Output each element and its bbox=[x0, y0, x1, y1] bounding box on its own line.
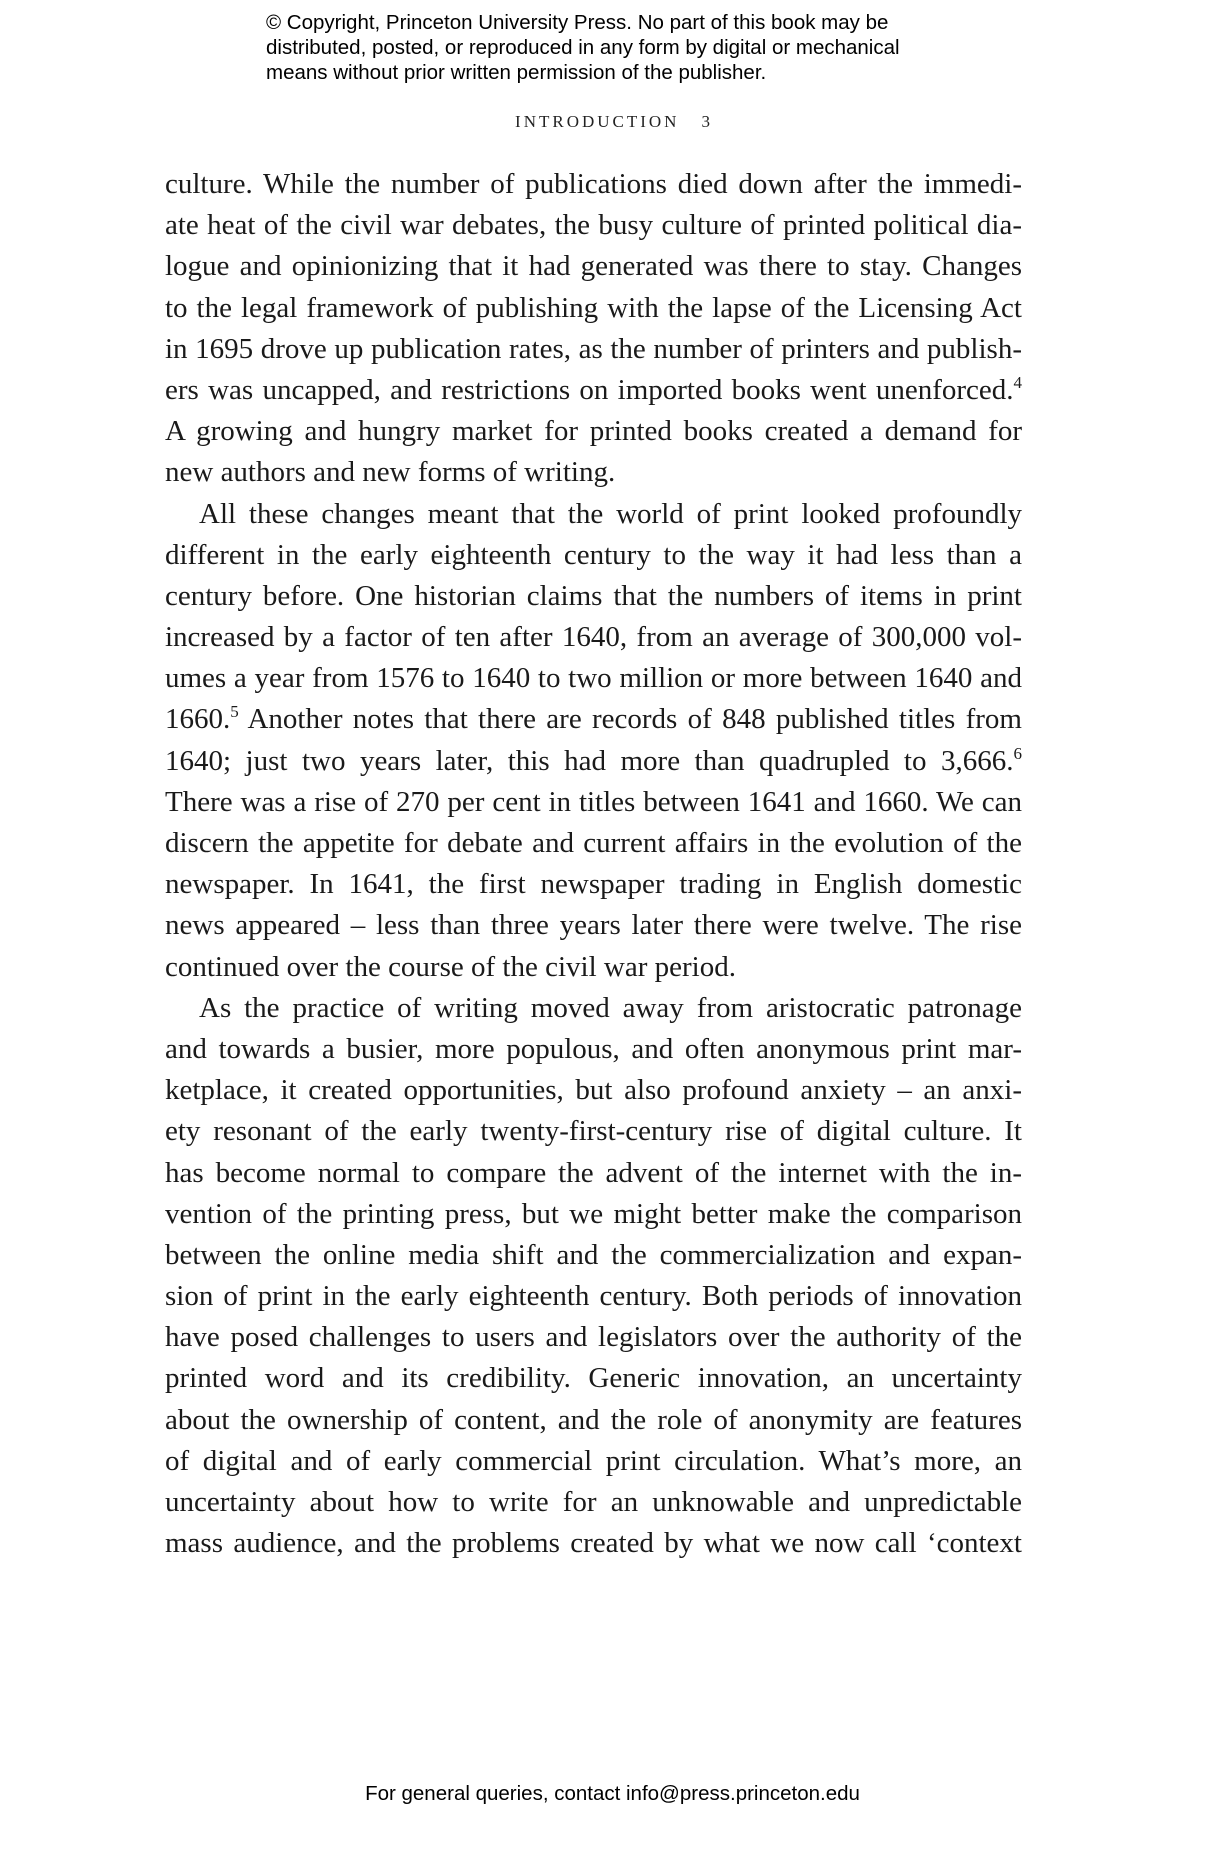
text-line bbox=[165, 1153, 1022, 1194]
text-segment: century before. One historian claims that the numbers of items in print bbox=[165, 579, 1022, 612]
text-segment: between the online media shift and the commercialization and expan- bbox=[165, 1238, 1022, 1271]
text-segment: There was a rise of 270 per cent in titles between 1641 and 1660. We can bbox=[165, 785, 1022, 818]
text-line bbox=[165, 1358, 1022, 1399]
text-segment: has become normal to compare the advent of the internet with the in- bbox=[165, 1156, 1022, 1189]
text-segment: sion of print in the early eighteenth century. Both periods of innovation bbox=[165, 1280, 1022, 1313]
text-segment: All these changes meant that the world of print looked profoundly bbox=[199, 497, 1022, 530]
text-segment: continued over the course of the civil war period. bbox=[165, 950, 736, 983]
text-segment: vention of the printing press, but we might better make the comparison bbox=[165, 1197, 1022, 1230]
text-segment: newspaper. In 1641, the first newspaper trading in English domestic bbox=[165, 868, 1022, 901]
text-line bbox=[165, 535, 1022, 576]
text-segment: uncertainty about how to write for an unknowable and unpredictable bbox=[165, 1486, 1022, 1518]
text-line bbox=[165, 1235, 1022, 1276]
copyright-line: distributed, posted, or reproduced in any form by digital or mechanical bbox=[266, 36, 900, 59]
text-line bbox=[165, 1276, 1022, 1317]
text-line bbox=[165, 494, 1022, 535]
body-text bbox=[165, 164, 1022, 1564]
copyright-notice bbox=[266, 10, 900, 85]
text-segment: increased by a factor of ten after 1640, from an average of 300,000 vol- bbox=[165, 621, 1022, 654]
running-head bbox=[0, 112, 1225, 132]
text-line bbox=[165, 1317, 1022, 1358]
text-segment: about the ownership of content, and the role of anonymity are features bbox=[165, 1403, 1022, 1436]
text-segment: A growing and hungry market for printed books created a demand for bbox=[165, 415, 1022, 448]
text-line bbox=[165, 164, 1022, 205]
text-line bbox=[165, 905, 1022, 946]
text-line bbox=[165, 1111, 1022, 1152]
text-segment: to the legal framework of publishing with the lapse of the Licensing Act bbox=[165, 291, 1022, 324]
text-segment: logue and opinionizing that it had generated was there to stay. Changes bbox=[165, 250, 1022, 283]
text-segment: 1640; just two years later, this had more than quadrupled to 3,666. bbox=[165, 744, 1014, 777]
text-line bbox=[165, 864, 1022, 905]
text-segment: discern the appetite for debate and current affairs in the evolution of the bbox=[165, 827, 1022, 859]
chapter-title: INTRODUCTION bbox=[515, 112, 680, 131]
text-line bbox=[165, 329, 1022, 370]
text-segment: 1660. bbox=[165, 703, 231, 736]
text-line bbox=[165, 1441, 1022, 1482]
text-segment: ketplace, it created opportunities, but also profound anxiety – an anxi- bbox=[165, 1074, 1022, 1107]
text-segment: printed word and its credibility. Generic innovation, an uncertainty bbox=[165, 1362, 1022, 1395]
text-segment: culture. While the number of publications died down after the immedi- bbox=[165, 168, 1022, 200]
text-segment: ers was uncapped, and restrictions on imported books went unenforced. bbox=[165, 373, 1014, 406]
text-segment: different in the early eighteenth century to the way it had less than a bbox=[165, 538, 1022, 571]
text-segment: and towards a busier, more populous, and often anonymous print mar- bbox=[165, 1032, 1022, 1065]
text-line bbox=[165, 741, 1022, 782]
text-line bbox=[165, 1482, 1022, 1523]
footnote-marker: 4 bbox=[1013, 372, 1022, 392]
text-line bbox=[165, 246, 1022, 287]
text-line bbox=[165, 411, 1022, 452]
footer-contact: For general queries, contact info@press.princeton.edu bbox=[365, 1782, 860, 1805]
copyright-line: means without prior written permission of the publisher. bbox=[266, 61, 767, 84]
text-line bbox=[165, 205, 1022, 246]
text-segment: in 1695 drove up publication rates, as the number of printers and publish- bbox=[165, 332, 1022, 365]
copyright-line: © Copyright, Princeton University Press. No part of this book may be bbox=[266, 11, 889, 34]
text-line bbox=[165, 823, 1022, 864]
text-line bbox=[165, 1400, 1022, 1441]
text-segment: ate heat of the civil war debates, the busy culture of printed political dia- bbox=[165, 209, 1022, 242]
page-number: 3 bbox=[701, 112, 710, 131]
text-segment: As the practice of writing moved away from aristocratic patronage bbox=[199, 991, 1022, 1024]
footnote-marker: 5 bbox=[230, 702, 239, 722]
text-line bbox=[165, 1194, 1022, 1235]
text-line bbox=[165, 947, 1022, 988]
text-segment: mass audience, and the problems created by what we now call ‘context bbox=[165, 1527, 1022, 1560]
text-line bbox=[165, 617, 1022, 658]
text-line bbox=[165, 782, 1022, 823]
text-segment: of digital and of early commercial print circulation. What’s more, an bbox=[165, 1444, 1022, 1477]
text-segment: new authors and new forms of writing. bbox=[165, 456, 616, 489]
text-line bbox=[165, 288, 1022, 329]
text-line bbox=[165, 370, 1022, 411]
text-line bbox=[165, 576, 1022, 617]
text-line bbox=[165, 1070, 1022, 1111]
text-segment: umes a year from 1576 to 1640 to two million or more between 1640 and bbox=[165, 662, 1022, 695]
text-segment: ety resonant of the early twenty-first-century rise of digital culture. It bbox=[165, 1115, 1022, 1148]
text-segment: news appeared – less than three years later there were twelve. The rise bbox=[165, 909, 1022, 942]
text-segment: have posed challenges to users and legislators over the authority of the bbox=[165, 1321, 1022, 1354]
text-line bbox=[165, 988, 1022, 1029]
text-segment: Another notes that there are records of 848 published titles from bbox=[238, 703, 1022, 736]
text-line bbox=[165, 1029, 1022, 1070]
text-line bbox=[165, 658, 1022, 699]
footnote-marker: 6 bbox=[1013, 743, 1022, 763]
text-line bbox=[165, 1523, 1022, 1564]
text-line bbox=[165, 452, 1022, 493]
text-line bbox=[165, 699, 1022, 740]
